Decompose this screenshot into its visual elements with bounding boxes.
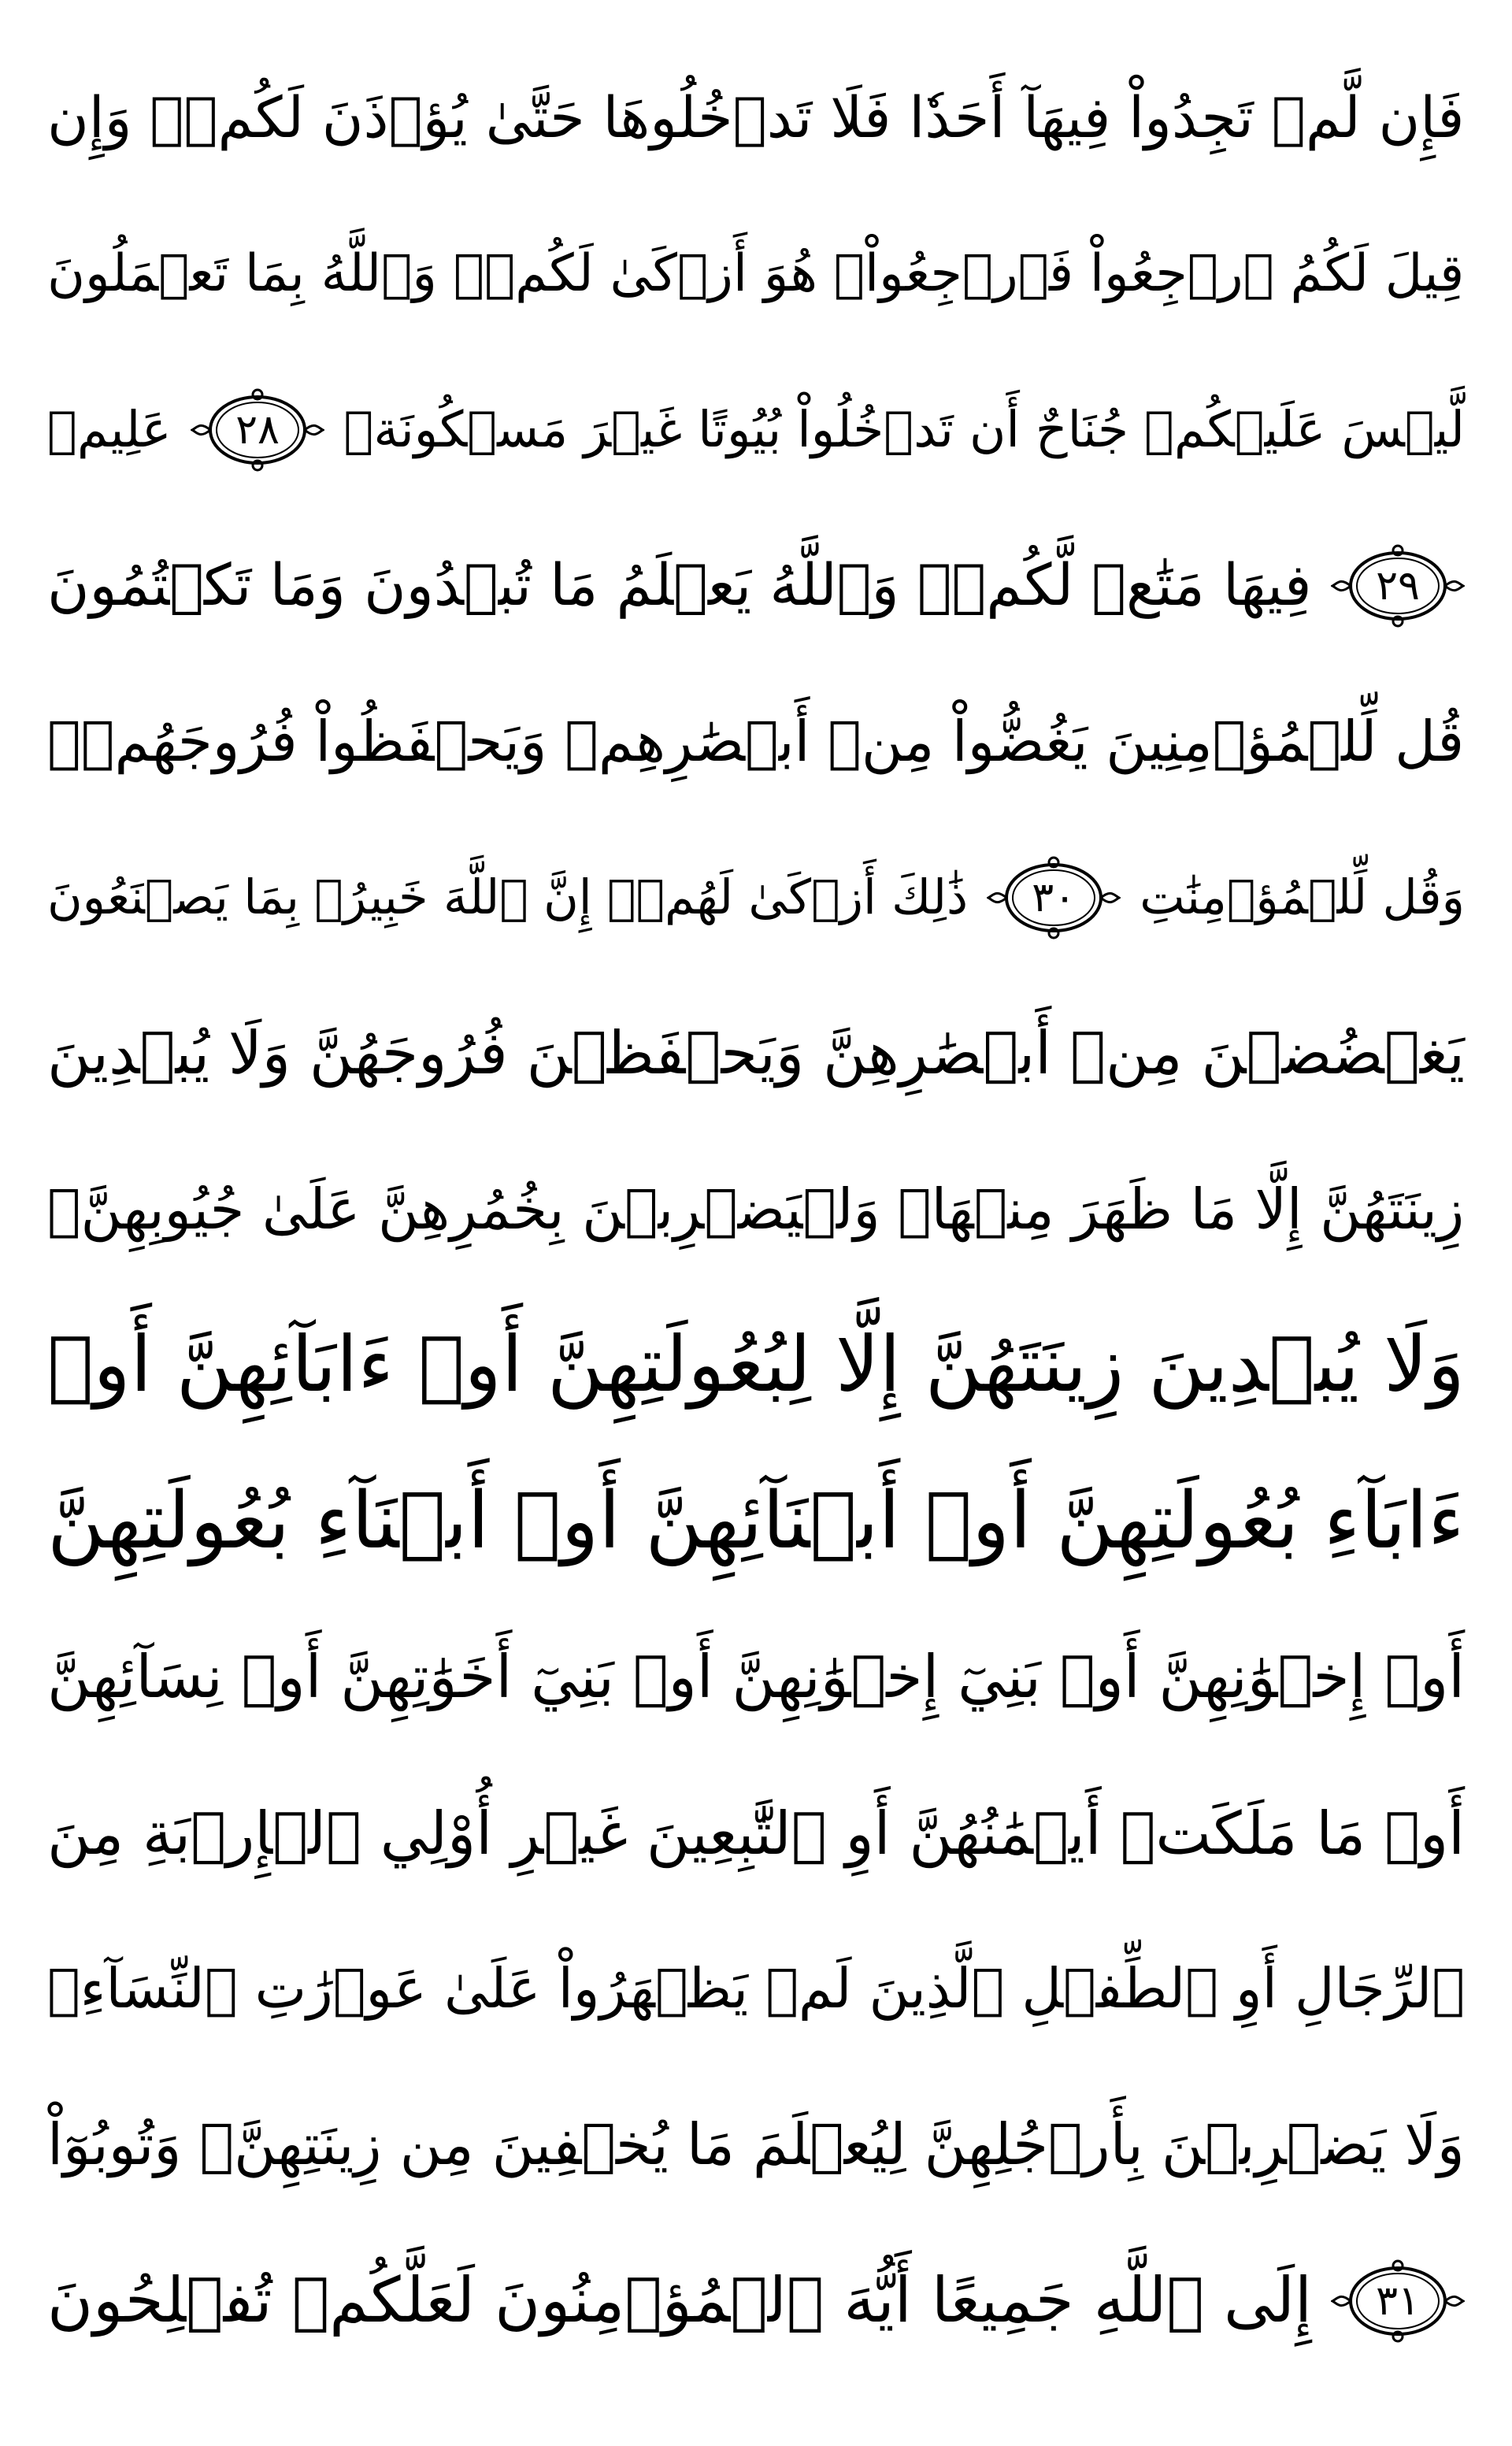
text-line: [47, 1291, 1465, 1440]
verse-text: إِلَى ٱللَّهِ جَمِيعًا أَيُّهَ ٱلۡمُؤۡمِنُونَ لَعَلَّكُمۡ تُفۡلِحُونَ: [47, 2264, 1312, 2337]
verse-text: أَوۡ مَا مَلَكَتۡ أَيۡمَٰنُهُنَّ أَوِ ٱلتَّٰبِعِينَ غَيۡرِ أُوْلِي ٱلۡإِرۡبَةِ مِنَ: [47, 1798, 1466, 1868]
verse-text: ءَابَآءِ بُعُولَتِهِنَّ أَوۡ أَبۡنَآئِهِنَّ أَوۡ أَبۡنَآءِ بُعُولَتِهِنَّ: [47, 1476, 1465, 1567]
verse-text: قُل لِّلۡمُؤۡمِنِينَ يَغُضُّواْ مِنۡ أَبۡصَٰرِهِمۡ وَيَحۡفَظُواْ فُرُوجَهُمۡۚ: [47, 709, 1465, 775]
verse-text: عَلِيمٞ: [47, 400, 172, 459]
verse-text: يَغۡضُضۡنَ مِنۡ أَبۡصَٰرِهِنَّ وَيَحۡفَظۡنَ فُرُوجَهُنَّ وَلَا يُبۡدِينَ: [47, 1018, 1465, 1088]
text-line: [47, 199, 1465, 349]
text-line: [47, 355, 1465, 505]
verse-end-marker: [1331, 543, 1465, 629]
verse-text: زِينَتَهُنَّ إِلَّا مَا ظَهَرَ مِنۡهَاۖ وَلۡيَضۡرِبۡنَ بِخُمُرِهِنَّ عَلَىٰ جُيُوبِهِنَّۖ: [47, 1176, 1465, 1242]
verse-number: ٣١: [1376, 2277, 1420, 2325]
text-line: [47, 511, 1465, 661]
text-line: [47, 2070, 1465, 2220]
text-line: [47, 2226, 1465, 2376]
verse-text: ٱلرِّجَالِ أَوِ ٱلطِّفۡلِ ٱلَّذِينَ لَمۡ يَظۡهَرُواْ عَلَىٰ عَوۡرَٰتِ ٱلنِّسَآءِۖ: [47, 1957, 1466, 2022]
verse-text: لَّيۡسَ عَلَيۡكُمۡ جُنَاحٌ أَن تَدۡخُلُواْ بُيُوتًا غَيۡرَ مَسۡكُونَةٖ: [343, 400, 1465, 459]
verse-end-marker: [987, 854, 1121, 941]
verse-text: فِيهَا مَتَٰعٞ لَّكُمۡۚ وَٱللَّهُ يَعۡلَمُ مَا تُبۡدُونَ وَمَا تَكۡتُمُونَ: [47, 551, 1312, 619]
verse-end-marker: [191, 387, 324, 473]
verse-text: ذَٰلِكَ أَزۡكَىٰ لَهُمۡۚ إِنَّ ٱللَّهَ خَبِيرُۢ بِمَا يَصۡنَعُونَ: [47, 869, 969, 925]
text-line: [47, 667, 1465, 817]
text-line: [47, 1759, 1465, 1908]
text-line: [47, 1603, 1465, 1752]
text-line: [47, 1447, 1465, 1596]
verse-number: ٣٠: [1032, 874, 1077, 921]
verse-text: أَوۡ إِخۡوَٰنِهِنَّ أَوۡ بَنِيٓ إِخۡوَٰنِهِنَّ أَوۡ بَنِيٓ أَخَوَٰتِهِنَّ أَوۡ نِسَآئِهِنَّ: [47, 1642, 1466, 1711]
verse-number: ٢٨: [235, 406, 280, 454]
verse-text: وَلَا يُبۡدِينَ زِينَتَهُنَّ إِلَّا لِبُعُولَتِهِنَّ أَوۡ ءَابَآئِهِنَّ أَوۡ: [47, 1320, 1465, 1410]
text-line: [47, 1914, 1465, 2064]
verse-text: فَإِن لَّمۡ تَجِدُواْ فِيهَآ أَحَدٗا فَلَا تَدۡخُلُوهَا حَتَّىٰ يُؤۡذَنَ لَكُمۡۖ وَإِن: [47, 84, 1465, 151]
text-line: [47, 823, 1465, 973]
verse-text: قِيلَ لَكُمُ ٱرۡجِعُواْ فَٱرۡجِعُواْۖ هُوَ أَزۡكَىٰ لَكُمۡۚ وَٱللَّهُ بِمَا تَعۡمَلُونَ: [47, 243, 1465, 304]
text-line: [47, 43, 1465, 193]
text-line: [47, 979, 1465, 1128]
verse-text: وَلَا يَضۡرِبۡنَ بِأَرۡجُلِهِنَّ لِيُعۡلَمَ مَا يُخۡفِينَ مِن زِينَتِهِنَّۚ وَتُوبُوٓاْ: [47, 2111, 1465, 2178]
verse-number: ٢٩: [1376, 562, 1420, 610]
text-line: [47, 1135, 1465, 1284]
verse-text: وَقُل لِّلۡمُؤۡمِنَٰتِ: [1140, 869, 1465, 925]
verse-end-marker: [1331, 2258, 1465, 2344]
